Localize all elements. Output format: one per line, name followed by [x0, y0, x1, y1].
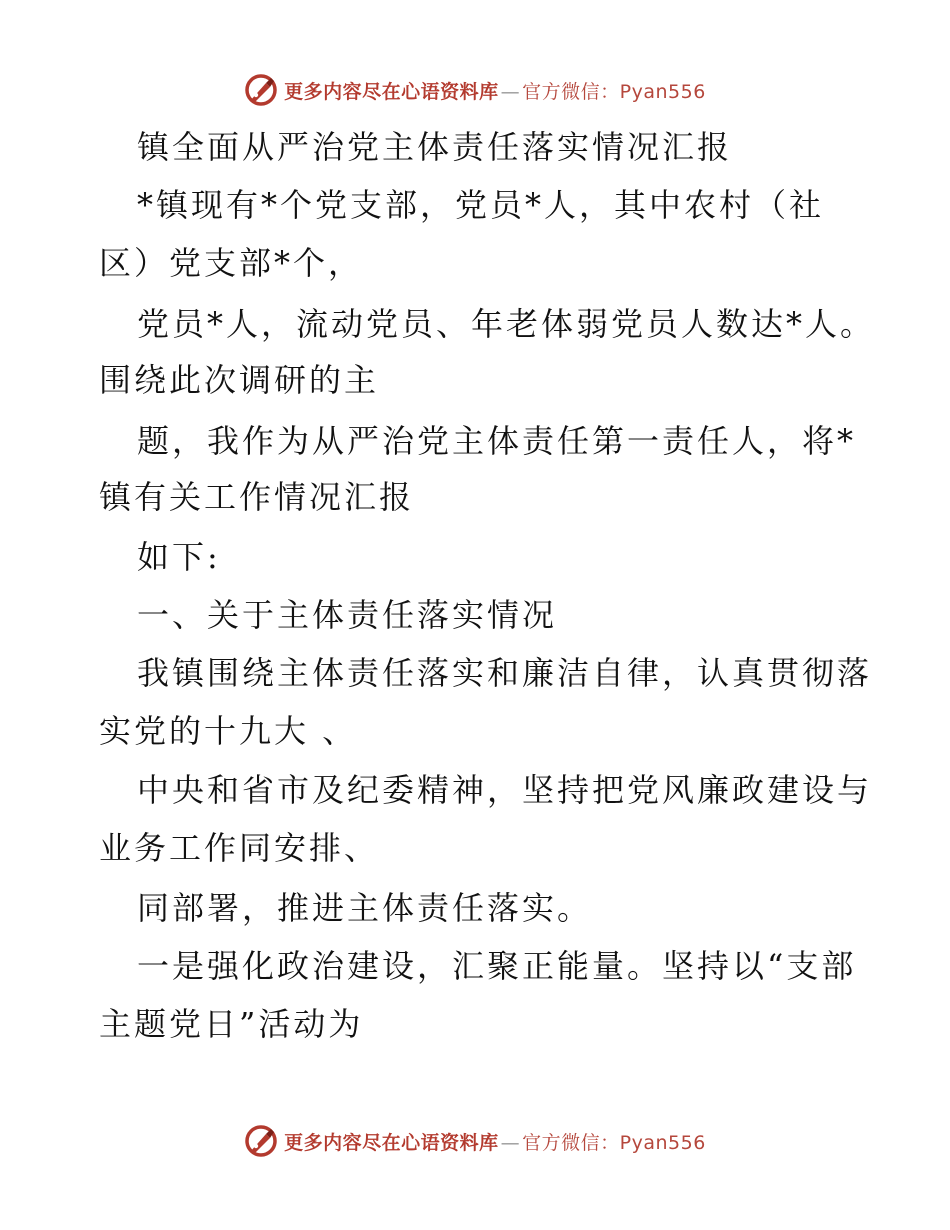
doc-line: 中央和省市及纪委精神，坚持把党风廉政建设与	[137, 771, 873, 809]
doc-line: 党员*人，流动党员、年老体弱党员人数达*人。	[137, 305, 876, 343]
doc-line: 实党的十九大 、	[99, 712, 358, 750]
doc-line: 区）党支部*个，	[99, 244, 364, 282]
banner-site-name: 更多内容尽在心语资料库	[284, 80, 499, 103]
doc-line: 题，我作为从严治党主体责任第一责任人，将*	[137, 422, 857, 460]
doc-line: *镇现有*个党支部，党员*人，其中农村（社	[137, 186, 825, 224]
doc-line: 业务工作同安排、	[99, 829, 380, 867]
doc-line: 一是强化政治建设，汇聚正能量。坚持以“支部	[137, 947, 857, 985]
section-heading: 一、关于主体责任落实情况	[137, 596, 558, 634]
doc-line: 如下:	[137, 538, 221, 576]
banner-wechat: 官方微信：Pyan556	[522, 1131, 706, 1154]
doc-line: 我镇围绕主体责任落实和廉洁自律，认真贯彻落	[137, 654, 873, 692]
footer-banner	[0, 1121, 950, 1161]
ink-pen-logo-icon	[244, 73, 278, 107]
ink-pen-logo-icon	[244, 1124, 278, 1158]
banner-wechat: 官方微信：Pyan556	[522, 80, 706, 103]
banner-dash: —	[500, 80, 521, 103]
doc-line: 围绕此次调研的主	[99, 361, 380, 399]
banner-site-name: 更多内容尽在心语资料库	[284, 1131, 499, 1154]
banner-text	[284, 1128, 706, 1155]
header-banner	[0, 70, 950, 110]
doc-title: 镇全面从严治党主体责任落实情况汇报	[137, 128, 733, 166]
doc-line: 镇有关工作情况汇报	[99, 478, 415, 516]
doc-line: 同部署，推进主体责任落实。	[137, 889, 593, 927]
banner-text	[284, 77, 706, 104]
doc-line: 主题党日”活动为	[99, 1005, 364, 1043]
banner-dash: —	[500, 1131, 521, 1154]
